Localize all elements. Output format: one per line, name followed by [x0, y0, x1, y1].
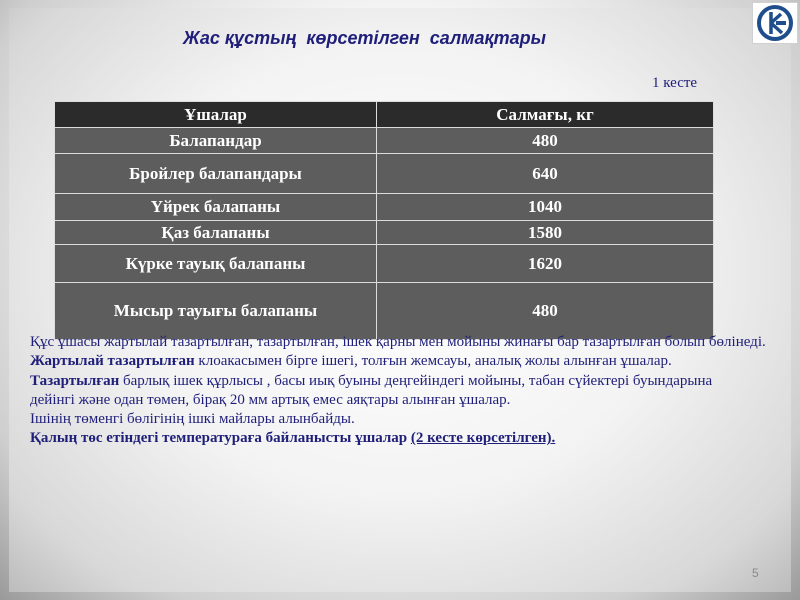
table-row	[55, 245, 714, 283]
body-text	[30, 333, 770, 449]
table-header-row	[55, 102, 714, 128]
paragraph: дейінгі және одан төмен, бірақ 20 мм артық емес аяқтары алынған ұшалар.	[30, 391, 511, 408]
paragraph: Ішінің төменгі бөлігінің ішкі майлары алынбайды.	[30, 411, 355, 428]
table-cell: 640	[377, 154, 714, 194]
table-reference-link[interactable]: (2 кесте көрсетілген).	[410, 430, 556, 447]
table-cell: 1580	[377, 221, 714, 245]
bold-term: Жартылай тазартылған	[30, 353, 195, 370]
university-logo-icon	[752, 2, 798, 44]
table-row	[55, 194, 714, 221]
table-cell: 1620	[377, 245, 714, 283]
table-row	[55, 221, 714, 245]
table-cell: Балапандар	[55, 128, 377, 154]
table-cell: Қаз балапаны	[55, 221, 377, 245]
table-cell: Мысыр тауығы балапаны	[55, 283, 377, 340]
table-cell: 480	[377, 283, 714, 340]
page-title: Жас құстың көрсетілген салмақтары	[183, 28, 546, 48]
bold-term: Қалың төс етіндегі температураға байланысты ұшалар	[30, 430, 411, 447]
table-row	[55, 128, 714, 154]
paragraph-text: барлық ішек құрлысы , басы иық буыны деңгейіндегі мойыны, табан сүйектері буындарына	[119, 372, 713, 389]
paragraph	[30, 372, 770, 391]
paragraph: Құс ұшасы жартылай тазартылған, тазартылған, ішек қарны мен мойыны жинағы бар тазартылған болып бөлінеді.	[30, 334, 766, 350]
table-cell: Күрке тауық балапаны	[55, 245, 377, 283]
weights-table	[54, 101, 714, 340]
table-cell: Үйрек балапаны	[55, 194, 377, 221]
table-cell: 1040	[377, 194, 714, 221]
paragraph	[30, 352, 770, 371]
paragraph-text: клоакасымен бірге ішегі, толғын жемсауы, аналық жолы алынған ұшалар.	[194, 353, 672, 370]
page-number: 5	[752, 566, 759, 580]
table-cell: Бройлер балапандары	[55, 154, 377, 194]
header-cell-carcass: Ұшалар	[55, 102, 377, 128]
paragraph	[30, 429, 770, 448]
table-row	[55, 283, 714, 340]
bold-term: Тазартылған	[30, 372, 120, 389]
table-caption: 1 кесте	[652, 75, 698, 91]
table-row	[55, 154, 714, 194]
header-cell-weight: Салмағы, кг	[377, 102, 714, 128]
table-cell: 480	[377, 128, 714, 154]
